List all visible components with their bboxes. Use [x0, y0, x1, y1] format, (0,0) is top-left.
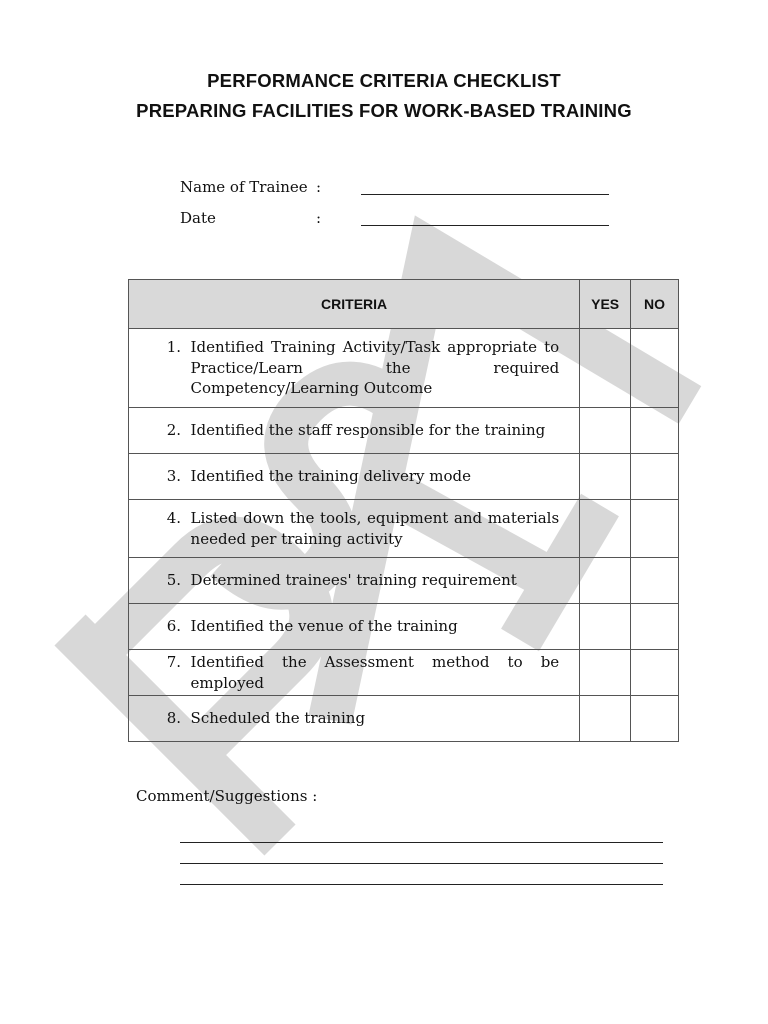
- no-checkbox-cell[interactable]: [631, 454, 679, 500]
- criteria-table: [128, 279, 679, 742]
- yes-checkbox-cell[interactable]: [580, 500, 631, 558]
- criteria-number: 7.: [166, 653, 181, 671]
- no-checkbox-cell[interactable]: [631, 500, 679, 558]
- criteria-text: Identified the staff responsible for the training: [190, 421, 546, 440]
- table-row: [129, 500, 679, 558]
- criteria-header: CRITERIA: [129, 280, 580, 329]
- date-label: Date: [180, 209, 216, 227]
- criteria-text: Identified Training Activity/Task appropriate to Practice/Learn the required Competency/Learning Outcome: [190, 338, 560, 398]
- table-row: [129, 454, 679, 500]
- criteria-cell: [129, 558, 580, 604]
- comment-line[interactable]: [180, 863, 663, 864]
- criteria-text: Identified the training delivery mode: [190, 467, 472, 486]
- date-blank[interactable]: [361, 225, 609, 226]
- trainee-name-blank[interactable]: [361, 194, 609, 195]
- trainee-name-field: [180, 178, 620, 198]
- criteria-cell: [129, 408, 580, 454]
- no-checkbox-cell[interactable]: [631, 408, 679, 454]
- criteria-cell: [129, 604, 580, 650]
- yes-checkbox-cell[interactable]: [580, 408, 631, 454]
- yes-checkbox-cell[interactable]: [580, 696, 631, 742]
- yes-checkbox-cell[interactable]: [580, 650, 631, 696]
- criteria-text: Scheduled the training: [190, 709, 366, 728]
- criteria-text: Determined trainees' training requirement: [190, 571, 517, 590]
- yes-checkbox-cell[interactable]: [580, 454, 631, 500]
- trainee-name-colon: :: [316, 178, 322, 196]
- criteria-number: 4.: [166, 509, 181, 527]
- table-row: [129, 558, 679, 604]
- table-row: [129, 696, 679, 742]
- document-subtitle: PREPARING FACILITIES FOR WORK-BASED TRAINING: [136, 100, 632, 121]
- criteria-number: 5.: [166, 571, 181, 590]
- date-field: [180, 209, 620, 229]
- no-checkbox-cell[interactable]: [631, 558, 679, 604]
- yes-header: YES: [580, 280, 631, 329]
- criteria-text: Identified the venue of the training: [190, 617, 458, 636]
- table-row: [129, 650, 679, 696]
- no-checkbox-cell[interactable]: [631, 650, 679, 696]
- criteria-cell: [129, 696, 580, 742]
- criteria-cell: [129, 500, 580, 558]
- criteria-cell: [129, 329, 580, 408]
- comment-label: Comment/Suggestions :: [136, 787, 318, 805]
- yes-checkbox-cell[interactable]: [580, 604, 631, 650]
- criteria-cell: [129, 454, 580, 500]
- date-colon: :: [316, 209, 322, 227]
- criteria-number: 2.: [166, 421, 181, 440]
- no-checkbox-cell[interactable]: [631, 604, 679, 650]
- criteria-text: Identified the Assessment method to be employed: [190, 653, 560, 692]
- criteria-text: Listed down the tools, equipment and materials needed per training activity: [190, 509, 560, 548]
- criteria-number: 8.: [166, 709, 181, 728]
- table-row: [129, 604, 679, 650]
- criteria-cell: [129, 650, 580, 696]
- criteria-number: 3.: [166, 467, 181, 486]
- no-checkbox-cell[interactable]: [631, 696, 679, 742]
- no-checkbox-cell[interactable]: [631, 329, 679, 408]
- yes-checkbox-cell[interactable]: [580, 558, 631, 604]
- document-title: PERFORMANCE CRITERIA CHECKLIST: [207, 70, 561, 91]
- trainee-name-label: Name of Trainee: [180, 178, 308, 196]
- yes-checkbox-cell[interactable]: [580, 329, 631, 408]
- table-header-row: [129, 280, 679, 329]
- comment-line[interactable]: [180, 884, 663, 885]
- criteria-number: 1.: [166, 338, 181, 357]
- comment-line[interactable]: [180, 842, 663, 843]
- criteria-number: 6.: [166, 617, 181, 636]
- no-header: NO: [631, 280, 679, 329]
- table-row: [129, 408, 679, 454]
- table-row: [129, 329, 679, 408]
